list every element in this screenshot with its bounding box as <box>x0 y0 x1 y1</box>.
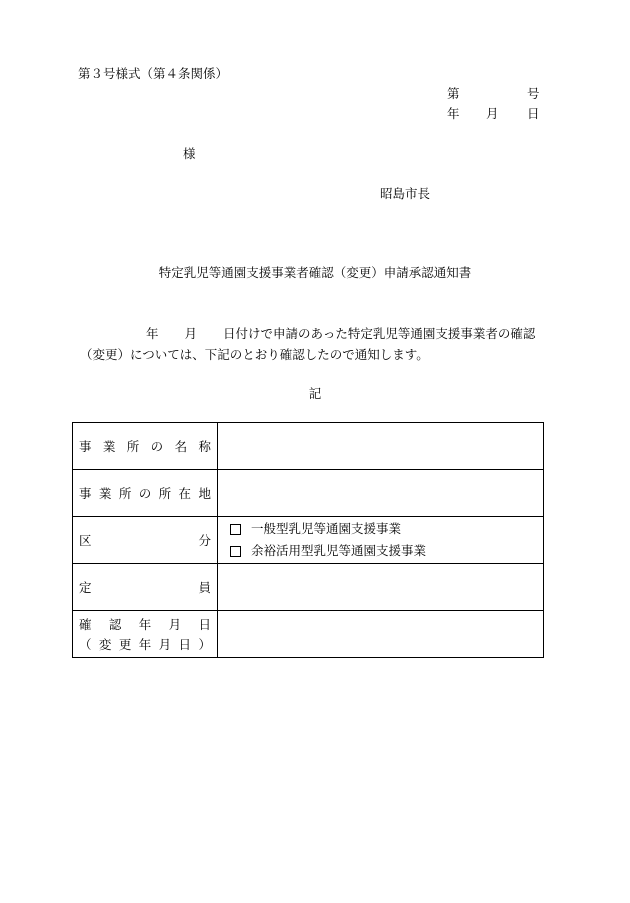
row-capacity <box>73 564 544 611</box>
ki-heading: 記 <box>308 386 322 401</box>
row-office-name <box>73 423 544 470</box>
body-year: 年 <box>146 326 159 341</box>
date-day: 日 <box>527 106 540 121</box>
document-title: 特定乳児等通園支援事業者確認（変更）申請承認通知書 <box>158 265 472 280</box>
office-name-label: 事 業 所 の 名 称 <box>73 423 218 470</box>
confirm-date-value[interactable] <box>218 611 544 658</box>
row-category <box>73 517 544 564</box>
info-table <box>72 422 544 658</box>
office-address-value[interactable] <box>218 470 544 517</box>
body-text: 日付けで申請のあった特定乳児等通園支援事業者の確認 <box>223 326 536 341</box>
form-number: 第３号様式（第４条関係） <box>78 66 229 81</box>
row-confirm-date <box>73 611 544 658</box>
checkbox-icon[interactable] <box>230 546 241 557</box>
confirm-date-label: 確 認 年 月 日 （ 変 更 年 月 日 ） <box>73 611 218 658</box>
doc-number-prefix: 第 <box>447 86 460 101</box>
issuer: 昭島市長 <box>380 186 431 201</box>
body-month: 月 <box>184 326 198 341</box>
category-option-surplus[interactable] <box>224 542 537 560</box>
category-label: 区 分 <box>73 517 218 564</box>
body-line-2: （変更）については、下記のとおり確認したので通知します。 <box>80 347 429 362</box>
capacity-value[interactable] <box>218 564 544 611</box>
date-year: 年 <box>447 106 460 121</box>
category-option-general[interactable] <box>224 520 537 538</box>
option-label: 余裕活用型乳児等通園支援事業 <box>251 543 427 558</box>
office-address-label: 事 業 所 の 所 在 地 <box>73 470 218 517</box>
capacity-label: 定 員 <box>73 564 218 611</box>
checkbox-icon[interactable] <box>230 524 241 535</box>
doc-number-suffix: 号 <box>527 86 540 101</box>
category-options <box>218 517 544 564</box>
row-office-address <box>73 470 544 517</box>
office-name-value[interactable] <box>218 423 544 470</box>
body-line-1 <box>146 326 535 342</box>
option-label: 一般型乳児等通園支援事業 <box>251 521 402 536</box>
addressee-suffix: 様 <box>183 146 196 161</box>
date-month: 月 <box>486 106 499 121</box>
